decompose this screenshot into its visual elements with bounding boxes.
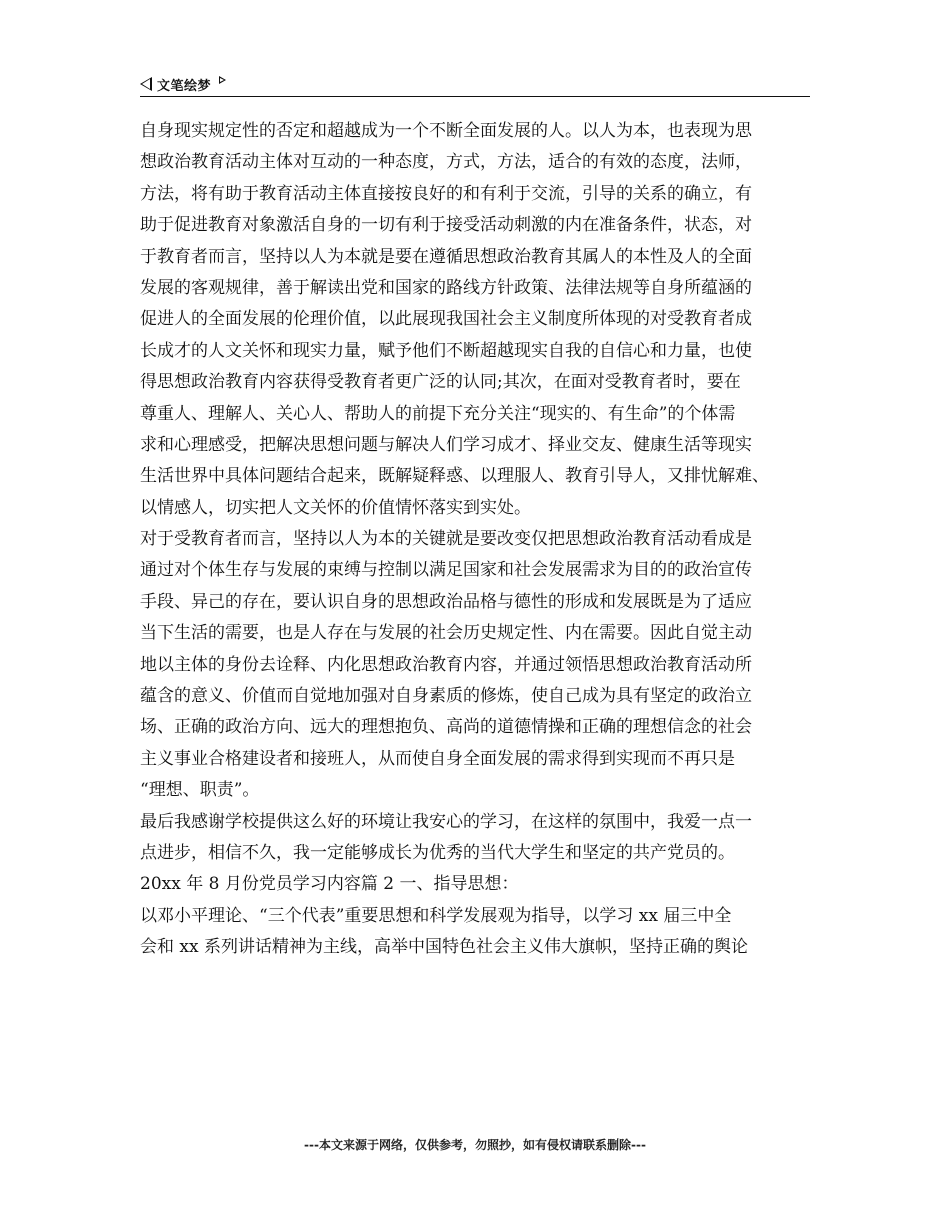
text-line: 生活世界中具体问题结合起来，既解疑释惑、以理服人、教育引导人，又排忧解难、	[140, 466, 769, 487]
text-line: 对于受教育者而言，坚持以人为本的关键就是要改变仅把思想政治教育活动看成是	[140, 529, 752, 550]
text-line: 助于促进教育对象激活自身的一切有利于接受活动刺激的内在准备条件，状态，对	[140, 215, 752, 236]
text-line: 以情感人，切实把人文关怀的价值情怀落实到实处。	[140, 497, 531, 518]
triangle-left-icon	[140, 77, 152, 91]
text-line: 自身现实规定性的否定和超越成为一个不断全面发展的人。以人为本，也表现为思	[140, 121, 752, 141]
text-line: “理想、职责”。	[140, 780, 260, 801]
brand-title: 文笔绘梦	[157, 78, 212, 94]
text-line: 通过对个体生存与发展的束缚与控制以满足国家和社会发展需求为目的的政治宣传	[140, 560, 752, 581]
text-line: 手段、异己的存在，要认识自身的思想政治品格与德性的形成和发展既是为了适应	[140, 591, 752, 612]
page-header	[140, 72, 810, 97]
text-line: 场、正确的政治方向、远大的理想抱负、高尚的道德情操和正确的理想信念的社会	[140, 717, 752, 738]
document-body	[140, 116, 830, 964]
text-line: 想政治教育活动主体对互动的一种态度，方式，方法，适合的有效的态度，法师，	[140, 152, 752, 173]
text-line: 求和心理感受，把解决思想问题与解决人们学习成才、择业交友、健康生活等现实	[140, 434, 752, 455]
text-line: 长成才的人文关怀和现实力量，赋予他们不断超越现实自我的自信心和力量，也使	[140, 340, 752, 361]
text-line: 20xx 年 8 月份党员学习内容篇 2 一、指导思想：	[140, 874, 519, 895]
text-line: 地以主体的身份去诠释、内化思想政治教育内容，并通过领悟思想政治教育活动所	[140, 654, 752, 675]
text-line: 发展的客观规律，善于解读出党和国家的路线方针政策、法律法规等自身所蕴涵的	[140, 277, 752, 298]
text-line: 蕴含的意义、价值而自觉地加强对自身素质的修炼，使自己成为具有坚定的政治立	[140, 686, 752, 707]
triangle-right-icon	[219, 76, 226, 84]
text-line: 当下生活的需要，也是人存在与发展的社会历史规定性、内在需要。因此自觉主动	[140, 623, 752, 644]
text-line: 于教育者而言，坚持以人为本就是要在遵循思想政治教育其属人的本性及人的全面	[140, 246, 752, 267]
text-line: 主义事业合格建设者和接班人，从而使自身全面发展的需求得到实现而不再只是	[140, 748, 735, 769]
text-line: 会和 xx 系列讲话精神为主线，高举中国特色社会主义伟大旗帜，坚持正确的舆论	[140, 937, 748, 958]
text-line: 以邓小平理论、“三个代表”重要思想和科学发展观为指导，以学习 xx 届三中全	[140, 905, 732, 926]
text-line: 得思想政治教育内容获得受教育者更广泛的认同;其次，在面对受教育者时，要在	[140, 372, 741, 393]
text-line: 促进人的全面发展的伦理价值，以此展现我国社会主义制度所体现的对受教育者成	[140, 309, 752, 330]
page-footer-disclaimer: ---本文来源于网络，仅供参考，勿照抄，如有侵权请联系删除---	[304, 1138, 646, 1152]
text-line: 最后我感谢学校提供这么好的环境让我安心的学习，在这样的氛围中，我爱一点一	[140, 811, 752, 832]
text-line: 尊重人、理解人、关心人、帮助人的前提下充分关注“现实的、有生命”的个体需	[140, 403, 736, 424]
text-line: 点进步，相信不久，我一定能够成长为优秀的当代大学生和坚定的共产党员的。	[140, 842, 735, 863]
text-line: 方法，将有助于教育活动主体直接按良好的和有利于交流，引导的关系的确立，有	[140, 183, 752, 204]
